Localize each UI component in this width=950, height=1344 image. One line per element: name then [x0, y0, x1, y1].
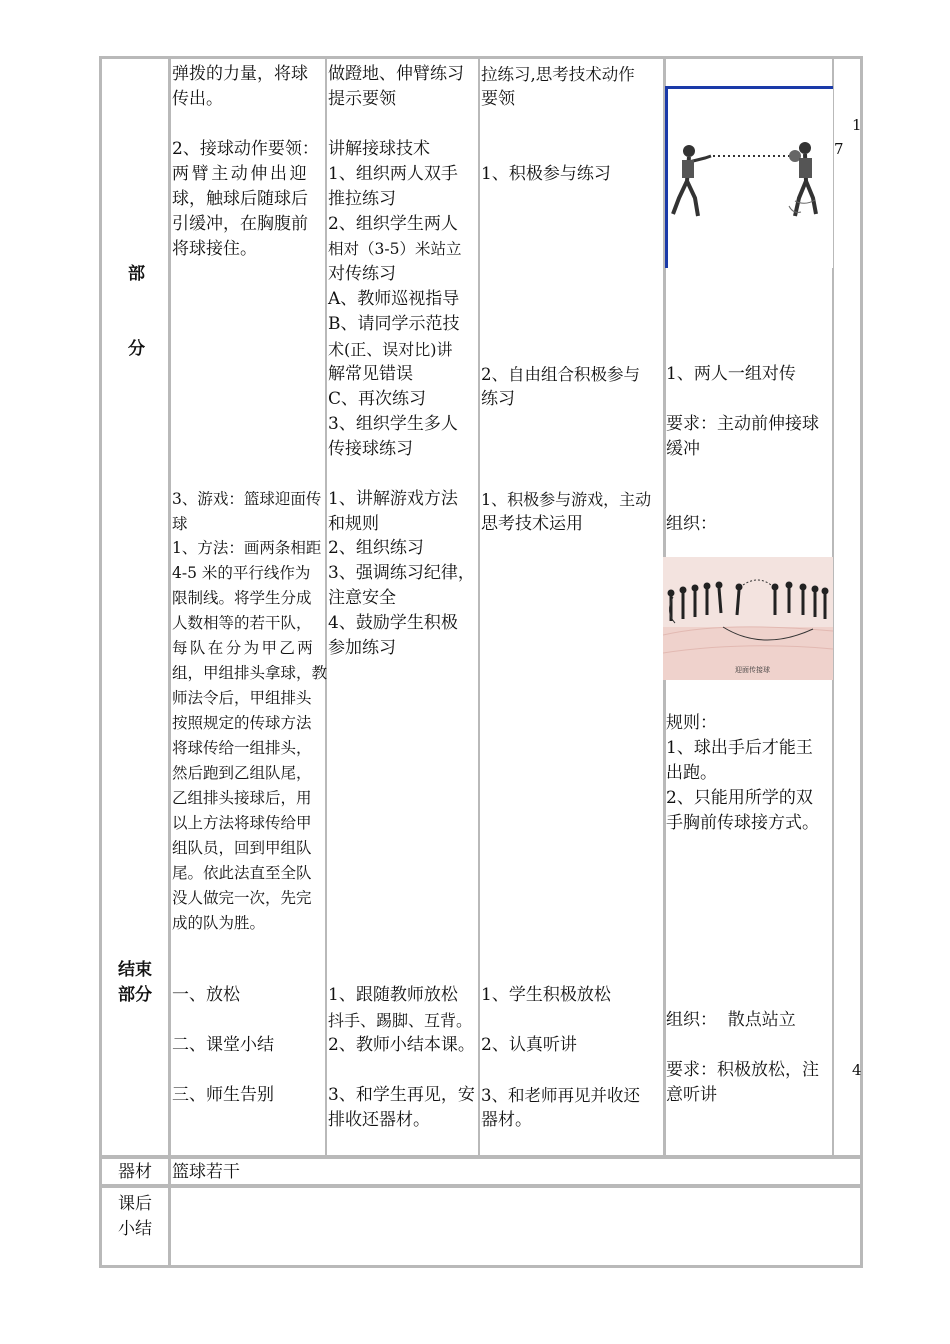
game-method-line14: 尾。依此法直至全队 — [172, 864, 312, 882]
teacher-top-line1: 做蹬地、伸臂练习 — [328, 64, 464, 84]
game-method-line3: 限制线。将学生分成 — [172, 589, 312, 607]
teacher-end-line1: 1、跟随教师放松 — [328, 985, 458, 1005]
teacher-end-line3: 2、教师小结本课。 — [328, 1035, 475, 1055]
game-method-line1: 1、方法：画两条相距 — [172, 539, 322, 557]
end-req-line2: 意听讲 — [666, 1085, 717, 1105]
teacher-catch-line12: 3、组织学生多人 — [328, 414, 458, 434]
content-top-line1: 弹拨的力量，将球 — [172, 64, 308, 84]
student-catch-1: 1、积极参与练习 — [481, 164, 611, 184]
game-method-line16: 成的队为胜。 — [172, 914, 266, 932]
summary-label-line1: 课后 — [118, 1194, 152, 1214]
col-divider-1 — [168, 59, 171, 1265]
catch-essentials-line4: 引缓冲，在胸腹前 — [172, 214, 308, 234]
game-method-line11: 乙组排头接球后，用 — [172, 789, 312, 807]
game-method-line5: 每队在分为甲乙两 — [172, 639, 316, 657]
table-border-left — [99, 56, 102, 1268]
teacher-catch-line8: B、请同学示范技 — [328, 314, 460, 334]
teacher-end-line6: 排收还器材。 — [328, 1110, 430, 1130]
game-method-line7: 师法令后，甲组排头 — [172, 689, 312, 707]
table-border-bottom — [99, 1265, 863, 1268]
section-label-bu: 部 — [128, 264, 145, 284]
org-rules-line1: 规则： — [666, 713, 717, 733]
end-section-label-line1: 结束 — [118, 960, 152, 980]
pair-passing-figure — [665, 86, 833, 268]
end-req-line1: 要求：积极放松，注 — [666, 1060, 819, 1080]
game-method-line9: 将球传给一组排头， — [172, 739, 312, 757]
teacher-catch-line4: 2、组织学生两人 — [328, 214, 458, 234]
teacher-game-line2: 和规则 — [328, 514, 379, 534]
student-game-line2: 思考技术运用 — [481, 514, 583, 534]
catch-essentials-line2: 两臂主动伸出迎 — [172, 164, 310, 184]
game-method-line10: 然后跑到乙组队尾， — [172, 764, 312, 782]
end-section-label-line2: 部分 — [118, 985, 152, 1005]
game-method-line4: 人数相等的若干队， — [172, 614, 312, 632]
game-method-line13: 组队员，回到甲组队 — [172, 839, 312, 857]
teacher-game-line3: 2、组织练习 — [328, 538, 424, 558]
table-border-right — [860, 56, 863, 1268]
org-pair-req-line1: 要求：主动前伸接球 — [666, 414, 819, 434]
teacher-game-line1: 1、讲解游戏方法 — [328, 489, 458, 509]
end-item-farewell: 三、师生告别 — [172, 1085, 274, 1105]
student-catch-2-line1: 2、自由组合积极参与 — [481, 365, 640, 384]
teacher-game-line6: 4、鼓励学生积极 — [328, 613, 458, 633]
catch-essentials-line5: 将球接住。 — [172, 239, 257, 259]
teacher-catch-line1: 讲解接球技术 — [328, 139, 430, 159]
student-catch-2-line2: 练习 — [481, 389, 515, 409]
time-digit-1: 1 — [852, 116, 862, 134]
teacher-catch-line6: 对传练习 — [328, 264, 396, 284]
teacher-end-line5: 3、和学生再见，安 — [328, 1085, 475, 1105]
time-digit-end: 4 — [852, 1061, 862, 1079]
teacher-catch-line13: 传接球练习 — [328, 439, 413, 459]
game-method-line2: 4-5 米的平行线作为 — [172, 564, 311, 582]
student-end-line1: 1、学生积极放松 — [481, 985, 611, 1005]
col-divider-3 — [478, 59, 480, 1156]
end-item-summary: 二、课堂小结 — [172, 1035, 274, 1055]
summary-label-line2: 小结 — [118, 1219, 152, 1239]
student-game-line1: 1、积极参与游戏，主动 — [481, 490, 652, 509]
org-pair-line1: 1、两人一组对传 — [666, 364, 796, 384]
game-formation-figure — [663, 557, 833, 680]
teacher-top-line2: 提示要领 — [328, 89, 396, 109]
teacher-catch-line9: 术(正、误对比)讲 — [328, 340, 453, 359]
teacher-end-line2: 抖手、踢脚、互背。 — [328, 1011, 473, 1030]
catch-essentials-line3: 球，触球后随球后 — [172, 189, 308, 209]
game-method-line8: 按照规定的传球方法 — [172, 714, 312, 732]
student-top-line1: 拉练习,思考技术动作 — [481, 65, 635, 84]
student-end-line5: 3、和老师再见并收还 — [481, 1086, 640, 1105]
teacher-game-line5: 注意安全 — [328, 588, 396, 608]
student-end-line6: 器材。 — [481, 1110, 532, 1130]
teacher-game-line4: 3、强调练习纪律， — [328, 563, 475, 583]
game-method-line6: 组，甲组排头拿球，教 — [172, 664, 328, 682]
teacher-catch-line2: 1、组织两人双手 — [328, 164, 458, 184]
teacher-catch-line3: 推拉练习 — [328, 189, 396, 209]
pair-passing-illustration — [665, 86, 833, 268]
game-method-line12: 以上方法将球传给甲 — [172, 814, 312, 832]
row-divider-equipment-top — [102, 1155, 860, 1159]
org-rules-line3: 出跑。 — [666, 763, 717, 783]
org-rules-line2: 1、球出手后才能王 — [666, 738, 813, 758]
game-title-line1: 3、游戏：篮球迎面传 — [172, 490, 322, 508]
teacher-catch-line7: A、教师巡视指导 — [328, 289, 460, 309]
student-end-line3: 2、认真听讲 — [481, 1035, 577, 1055]
teacher-catch-line10: 解常见错误 — [328, 364, 413, 384]
section-label-fen: 分 — [128, 339, 145, 359]
time-digit-7: 7 — [834, 140, 844, 158]
org-rules-line4: 2、只能用所学的双 — [666, 788, 813, 808]
game-formation-illustration — [663, 557, 833, 680]
table-border-top — [99, 56, 863, 59]
game-method-line15: 没人做完一次，先完 — [172, 889, 312, 907]
end-org: 组织： 散点站立 — [666, 1010, 796, 1030]
teacher-catch-line11: C、再次练习 — [328, 389, 427, 409]
student-top-line2: 要领 — [481, 89, 515, 109]
org-rules-line5: 手胸前传球接方式。 — [666, 813, 819, 833]
figure-caption: 迎面传接球 — [735, 666, 770, 674]
catch-essentials-line1: 2、接球动作要领： — [172, 139, 319, 159]
teacher-game-line7: 参加练习 — [328, 638, 396, 658]
org-pair-req-line2: 缓冲 — [666, 439, 700, 459]
teacher-catch-line5: 相对（3-5）米站立 — [328, 240, 462, 258]
end-item-relax: 一、放松 — [172, 985, 240, 1005]
col-divider-2 — [325, 59, 327, 1156]
org-label: 组织： — [666, 514, 717, 534]
content-top-line2: 传出。 — [172, 89, 223, 109]
equipment-label: 器材 — [118, 1162, 152, 1182]
equipment-value: 篮球若干 — [172, 1162, 240, 1182]
game-title-line2: 球 — [172, 515, 188, 533]
